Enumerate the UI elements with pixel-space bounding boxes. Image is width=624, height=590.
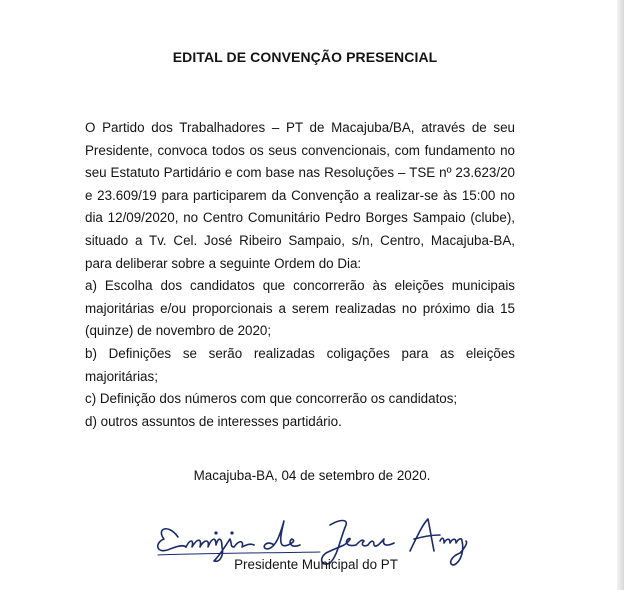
document-body: [85, 117, 515, 433]
agenda-item-b: b) Definições se serão realizadas coligações para as eleições majoritárias;: [85, 345, 515, 384]
scan-edge-shadow: [617, 0, 624, 590]
document-title: EDITAL DE CONVENÇÃO PRESENCIAL: [172, 49, 438, 65]
agenda-item-d: d) outros assuntos de interesses partidário.: [85, 413, 342, 429]
agenda-item-c: c) Definição dos números com que concorrerão os candidatos;: [85, 391, 458, 407]
agenda-item-a: a) Escolha dos candidatos que concorrerão às eleições municipais majoritárias e/ou proporcionais a serem realizadas no próximo dia 15 (quinze) de novembro de 2020;: [85, 278, 515, 339]
signature-caption: Presidente Municipal do PT: [234, 557, 398, 572]
place-and-date: Macajuba-BA, 04 de setembro de 2020.: [193, 468, 431, 483]
intro-paragraph: O Partido dos Trabalhadores – PT de Macajuba/BA, através de seu Presidente, convoca todos os seus convencionais, com fundamento no seu Estatuto Partidário e com base nas Resoluções – TSE nº 23.623/20 e 23.609/19 para participarem da Convenção a realizar-se às 15:00 no dia 12/09/2020, no Centro Comunitário Pedro Borges Sampaio (clube), situado a Tv. Cel. José Ribeiro Sampaio, s/n, Centro, Macajuba-BA, para deliberar sobre a seguinte Ordem do Dia:: [85, 120, 515, 271]
